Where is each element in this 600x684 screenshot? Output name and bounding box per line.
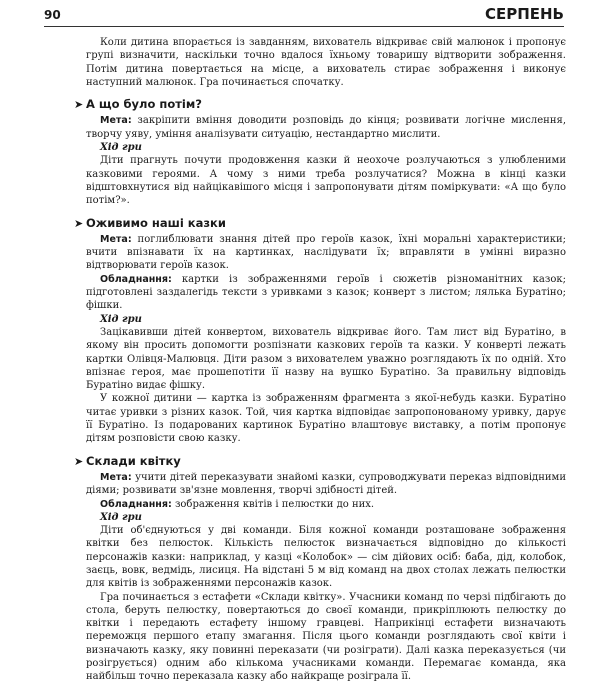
body-paragraph: У кожної дитини — картка із зображенням фрагмента з якої-небудь казки. Буратіно читає уривки з різних казок. Той, чия картка відповідає запропонованому уривку, дарує її Буратіно. Із подарованих картинок Буратіно влаштовує виставку, а потім пропонує дітям розповісти свою казку. xyxy=(86,393,566,445)
arrow-bullet-icon: ➤ xyxy=(74,98,84,112)
goal-paragraph xyxy=(86,471,566,498)
body-paragraph: Гра починається з естафети «Склади квітку». Учасники команд по черзі підбігають до стола, беруть пелюстку, повертаються до своєї команди, прикріплюють пелюстку до квітки і передають естафету іншому гравцеві. Наприкінці естафети визначають переможця першого етапу змагання. Після цього команди розглядають свої квіти і визначають казку, яку повинні переказати (чи розіграти). Далі казка переказується (чи розігрується) одним або кількома учасниками команди. Перемагає команда, яка найбільш точно переказала казку або найкраще розіграла її. xyxy=(86,591,566,683)
goal-text: закріпити вміння доводити розповідь до кінця; розвивати логічне мислення, творчу уяву, уміння аналізувати ситуацію, нестандартно мислити. xyxy=(86,115,566,140)
section-title: Оживимо наші казки xyxy=(86,215,226,230)
section-heading xyxy=(74,455,566,468)
game-progress-label: Хід гри xyxy=(100,511,142,523)
body-paragraph: Зацікавивши дітей конвертом, вихователь відкриває його. Там лист від Буратіно, в якому він просить допомогти розпізнати казкових героїв та казки. У конверті лежать картки Олівця-Малювця. Діти разом з вихователем уважно розглядають їх по одній. Хто впізнає героя, має прошепотіти її назву на вушко Буратіно. За правильну відповідь Буратіно видає фішку. xyxy=(86,326,566,392)
equipment-text: картки із зображеннями героїв і сюжетів різноманітних казок; підготовлені заздалегідь тексти з уривками з казок; конверт з листом; лялька Буратіно; фішки. xyxy=(86,273,566,312)
equipment-paragraph xyxy=(86,498,566,511)
section-title: А що було потім? xyxy=(86,97,202,112)
chapter-title: СЕРПЕНЬ xyxy=(484,5,564,23)
section-title: Склади квітку xyxy=(86,453,181,468)
game-progress-label: Хід гри xyxy=(100,313,142,325)
page-header xyxy=(44,4,564,27)
body-paragraph: Діти прагнуть почути продовження казки й неохоче розлучаються з улюбленими казковими героями. А чому з ними треба розлучатися? Можна в кінці казки відштовхнутися від найцікавішого місця і запропонувати дітям поміркувати: «А що було потім?». xyxy=(86,155,566,207)
game-progress-label: Хід гри xyxy=(100,142,142,154)
page-content xyxy=(74,30,566,684)
page-number: 90 xyxy=(44,8,61,22)
goal-label: Мета: xyxy=(100,115,132,127)
goal-label: Мета: xyxy=(100,471,132,483)
goal-text: учити дітей переказувати знайомі казки, супроводжувати переказ відповідними діями; розвивати зв'язне мовлення, творчі здібності дітей. xyxy=(86,471,566,497)
body-paragraph: Діти об'єднуються у дві команди. Біля кожної команди розташоване зображення квітки без пелюсток. Кількість пелюсток визначається відповідно до кількості персонажів казки: наприклад, у казці «Колобок» — сім дійових осіб: баба, дід, колобок, заєць, вовк, ведмідь, лисиця. На відстані 5 м від команд на двох столах лежать пелюстки для квітів із зображеннями персонажів казок. xyxy=(86,525,566,590)
goal-text: поглиблювати знання дітей про героїв казок, їхні моральні характеристики; вчити впізнавати їх на картинках, наслідувати їх; вправляти в умінні виразно відтворювати героїв казок. xyxy=(86,233,566,272)
section-heading xyxy=(74,98,566,111)
equipment-label: Обладнання: xyxy=(100,498,172,510)
intro-paragraph: Коли дитина впорається із завданням, вихователь відкриває свій малюнок і пропонує групі визначити, наскільки точно вдалося їхньому товаришу відтворити зображення. Потім дитина повертається на місце, а вихователь стирає зображення і виконує наступний малюнок. Гра починається спочатку. xyxy=(86,37,566,88)
section-heading xyxy=(74,217,566,230)
goal-label: Мета: xyxy=(100,233,132,245)
equipment-label: Обладнання: xyxy=(100,273,172,285)
equipment-text: зображення квітів і пелюстки до них. xyxy=(171,498,375,510)
goal-paragraph xyxy=(86,114,566,141)
equipment-paragraph xyxy=(86,273,566,313)
arrow-bullet-icon: ➤ xyxy=(74,216,84,230)
goal-paragraph xyxy=(86,233,566,273)
arrow-bullet-icon: ➤ xyxy=(74,454,84,468)
